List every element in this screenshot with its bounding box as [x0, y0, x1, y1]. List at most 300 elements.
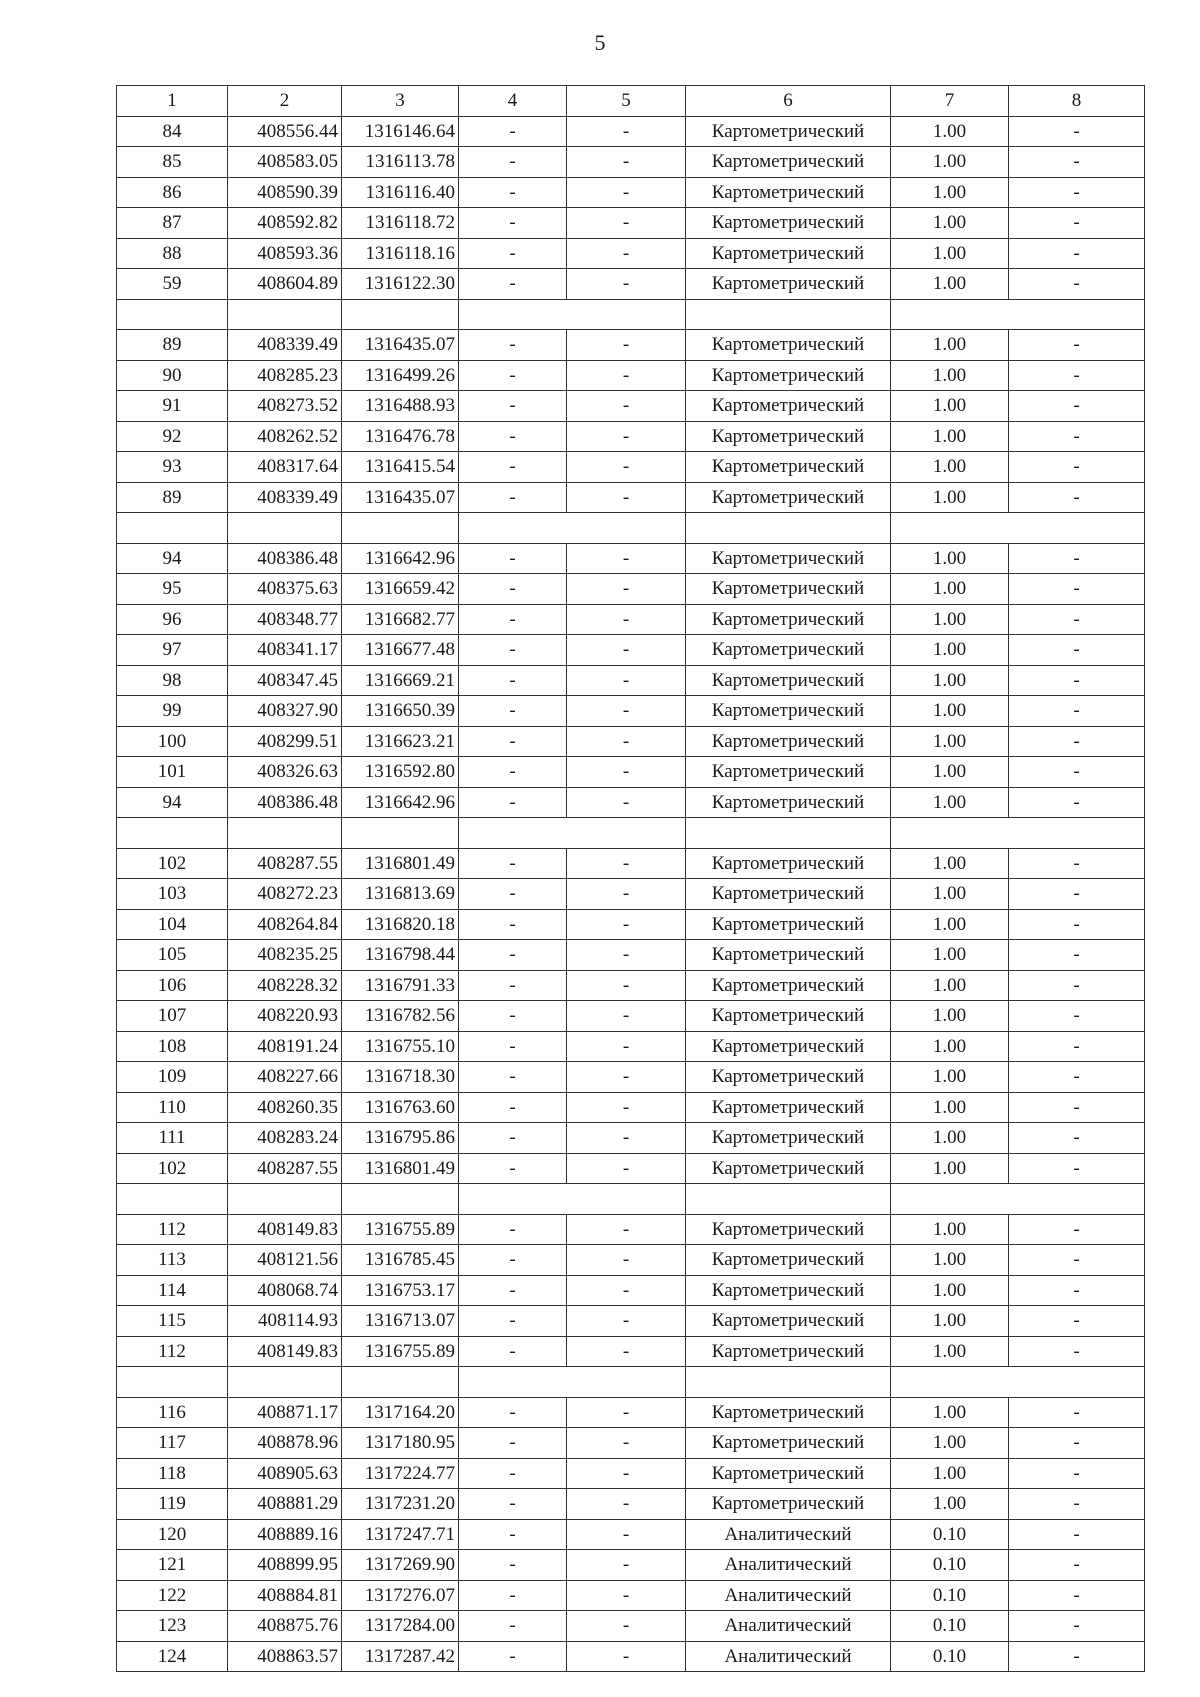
accuracy-cell: 1.00	[891, 238, 1009, 269]
x-coordinate-cell: 408283.24	[228, 1123, 342, 1154]
col-4-cell: -	[459, 1611, 567, 1642]
x-coordinate-cell: 408235.25	[228, 940, 342, 971]
method-cell: Картометрический	[686, 238, 891, 269]
x-coordinate-cell: 408121.56	[228, 1245, 342, 1276]
col-4-cell: -	[459, 1336, 567, 1367]
col-4-cell: -	[459, 635, 567, 666]
col-4-cell: -	[459, 177, 567, 208]
method-cell: Картометрический	[686, 1397, 891, 1428]
method-cell: Картометрический	[686, 1489, 891, 1520]
x-coordinate-cell: 408878.96	[228, 1428, 342, 1459]
col-4-cell: -	[459, 208, 567, 239]
accuracy-cell: 1.00	[891, 269, 1009, 300]
header-cell: 1	[117, 86, 228, 117]
x-coordinate-cell: 408317.64	[228, 452, 342, 483]
point-number-cell: 94	[117, 543, 228, 574]
col-4-cell: -	[459, 1306, 567, 1337]
x-coordinate-cell: 408264.84	[228, 909, 342, 940]
accuracy-cell: 1.00	[891, 604, 1009, 635]
col-4-cell: -	[459, 147, 567, 178]
col-8-cell: -	[1009, 635, 1145, 666]
method-cell: Картометрический	[686, 147, 891, 178]
col-5-cell: -	[567, 1550, 686, 1581]
y-coordinate-cell: 1316801.49	[342, 1153, 459, 1184]
empty-cell	[686, 1184, 891, 1215]
separator-row	[117, 818, 1145, 849]
col-4-cell: -	[459, 1245, 567, 1276]
col-5-cell: -	[567, 330, 686, 361]
col-5-cell: -	[567, 879, 686, 910]
col-8-cell: -	[1009, 574, 1145, 605]
x-coordinate-cell: 408287.55	[228, 848, 342, 879]
table-row	[117, 909, 1145, 940]
x-coordinate-cell: 408285.23	[228, 360, 342, 391]
y-coordinate-cell: 1317287.42	[342, 1641, 459, 1672]
header-row	[117, 86, 1145, 117]
col-5-cell: -	[567, 452, 686, 483]
method-cell: Картометрический	[686, 360, 891, 391]
method-cell: Картометрический	[686, 452, 891, 483]
col-5-cell: -	[567, 177, 686, 208]
y-coordinate-cell: 1316795.86	[342, 1123, 459, 1154]
method-cell: Картометрический	[686, 1306, 891, 1337]
col-5-cell: -	[567, 909, 686, 940]
col-8-cell: -	[1009, 421, 1145, 452]
table-row	[117, 604, 1145, 635]
col-5-cell: -	[567, 635, 686, 666]
point-number-cell: 94	[117, 787, 228, 818]
method-cell: Картометрический	[686, 909, 891, 940]
y-coordinate-cell: 1317164.20	[342, 1397, 459, 1428]
method-cell: Картометрический	[686, 1275, 891, 1306]
point-number-cell: 115	[117, 1306, 228, 1337]
method-cell: Картометрический	[686, 940, 891, 971]
empty-cell	[686, 513, 891, 544]
table-row	[117, 970, 1145, 1001]
col-4-cell: -	[459, 604, 567, 635]
col-8-cell: -	[1009, 1428, 1145, 1459]
col-4-cell: -	[459, 909, 567, 940]
col-8-cell: -	[1009, 1550, 1145, 1581]
point-number-cell: 107	[117, 1001, 228, 1032]
method-cell: Картометрический	[686, 1092, 891, 1123]
point-number-cell: 84	[117, 116, 228, 147]
col-8-cell: -	[1009, 940, 1145, 971]
col-5-cell: -	[567, 604, 686, 635]
table-row	[117, 1123, 1145, 1154]
col-5-cell: -	[567, 391, 686, 422]
header-cell: 7	[891, 86, 1009, 117]
point-number-cell: 98	[117, 665, 228, 696]
col-8-cell: -	[1009, 391, 1145, 422]
table-row	[117, 452, 1145, 483]
method-cell: Аналитический	[686, 1550, 891, 1581]
col-4-cell: -	[459, 696, 567, 727]
col-4-cell: -	[459, 1580, 567, 1611]
empty-cell	[686, 299, 891, 330]
accuracy-cell: 1.00	[891, 848, 1009, 879]
col-4-cell: -	[459, 543, 567, 574]
separator-row	[117, 513, 1145, 544]
empty-cell	[342, 299, 459, 330]
x-coordinate-cell: 408556.44	[228, 116, 342, 147]
accuracy-cell: 1.00	[891, 1062, 1009, 1093]
y-coordinate-cell: 1316623.21	[342, 726, 459, 757]
col-8-cell: -	[1009, 269, 1145, 300]
coordinates-table	[116, 85, 1145, 1672]
point-number-cell: 105	[117, 940, 228, 971]
col-5-cell: -	[567, 147, 686, 178]
table-row	[117, 696, 1145, 727]
col-5-cell: -	[567, 1489, 686, 1520]
x-coordinate-cell: 408273.52	[228, 391, 342, 422]
y-coordinate-cell: 1316435.07	[342, 330, 459, 361]
table-row	[117, 1397, 1145, 1428]
empty-cell	[891, 1367, 1145, 1398]
point-number-cell: 86	[117, 177, 228, 208]
x-coordinate-cell: 408262.52	[228, 421, 342, 452]
table-row	[117, 787, 1145, 818]
empty-cell	[117, 299, 228, 330]
method-cell: Картометрический	[686, 269, 891, 300]
method-cell: Картометрический	[686, 665, 891, 696]
col-5-cell: -	[567, 787, 686, 818]
col-5-cell: -	[567, 482, 686, 513]
col-5-cell: -	[567, 238, 686, 269]
x-coordinate-cell: 408375.63	[228, 574, 342, 605]
point-number-cell: 112	[117, 1214, 228, 1245]
accuracy-cell: 1.00	[891, 1306, 1009, 1337]
col-4-cell: -	[459, 421, 567, 452]
point-number-cell: 111	[117, 1123, 228, 1154]
col-4-cell: -	[459, 726, 567, 757]
table-row	[117, 635, 1145, 666]
x-coordinate-cell: 408114.93	[228, 1306, 342, 1337]
col-4-cell: -	[459, 116, 567, 147]
col-8-cell: -	[1009, 726, 1145, 757]
table-row	[117, 177, 1145, 208]
col-5-cell: -	[567, 1519, 686, 1550]
header-cell: 5	[567, 86, 686, 117]
point-number-cell: 116	[117, 1397, 228, 1428]
accuracy-cell: 1.00	[891, 1153, 1009, 1184]
col-5-cell: -	[567, 940, 686, 971]
method-cell: Картометрический	[686, 604, 891, 635]
y-coordinate-cell: 1316820.18	[342, 909, 459, 940]
col-4-cell: -	[459, 1001, 567, 1032]
point-number-cell: 123	[117, 1611, 228, 1642]
empty-cell	[459, 1184, 686, 1215]
method-cell: Картометрический	[686, 543, 891, 574]
table-row	[117, 1214, 1145, 1245]
col-5-cell: -	[567, 1062, 686, 1093]
col-8-cell: -	[1009, 116, 1145, 147]
empty-cell	[228, 513, 342, 544]
x-coordinate-cell: 408272.23	[228, 879, 342, 910]
x-coordinate-cell: 408260.35	[228, 1092, 342, 1123]
accuracy-cell: 0.10	[891, 1519, 1009, 1550]
accuracy-cell: 1.00	[891, 1336, 1009, 1367]
header-cell: 8	[1009, 86, 1145, 117]
col-8-cell: -	[1009, 696, 1145, 727]
y-coordinate-cell: 1316753.17	[342, 1275, 459, 1306]
accuracy-cell: 1.00	[891, 1428, 1009, 1459]
col-4-cell: -	[459, 1092, 567, 1123]
col-8-cell: -	[1009, 1275, 1145, 1306]
col-8-cell: -	[1009, 1336, 1145, 1367]
point-number-cell: 101	[117, 757, 228, 788]
y-coordinate-cell: 1316755.89	[342, 1336, 459, 1367]
x-coordinate-cell: 408386.48	[228, 543, 342, 574]
empty-cell	[228, 818, 342, 849]
col-4-cell: -	[459, 787, 567, 818]
col-4-cell: -	[459, 1062, 567, 1093]
x-coordinate-cell: 408068.74	[228, 1275, 342, 1306]
x-coordinate-cell: 408871.17	[228, 1397, 342, 1428]
table-row	[117, 208, 1145, 239]
col-4-cell: -	[459, 940, 567, 971]
method-cell: Картометрический	[686, 208, 891, 239]
col-4-cell: -	[459, 1519, 567, 1550]
point-number-cell: 112	[117, 1336, 228, 1367]
y-coordinate-cell: 1316801.49	[342, 848, 459, 879]
y-coordinate-cell: 1316118.72	[342, 208, 459, 239]
accuracy-cell: 1.00	[891, 177, 1009, 208]
method-cell: Картометрический	[686, 879, 891, 910]
accuracy-cell: 1.00	[891, 1031, 1009, 1062]
empty-cell	[891, 299, 1145, 330]
col-5-cell: -	[567, 1214, 686, 1245]
accuracy-cell: 1.00	[891, 696, 1009, 727]
col-8-cell: -	[1009, 238, 1145, 269]
table-row	[117, 1306, 1145, 1337]
method-cell: Аналитический	[686, 1611, 891, 1642]
accuracy-cell: 1.00	[891, 1397, 1009, 1428]
col-4-cell: -	[459, 665, 567, 696]
y-coordinate-cell: 1316718.30	[342, 1062, 459, 1093]
col-4-cell: -	[459, 574, 567, 605]
table-row	[117, 391, 1145, 422]
table-row	[117, 147, 1145, 178]
table-row	[117, 1550, 1145, 1581]
col-8-cell: -	[1009, 757, 1145, 788]
y-coordinate-cell: 1316146.64	[342, 116, 459, 147]
method-cell: Картометрический	[686, 696, 891, 727]
col-8-cell: -	[1009, 330, 1145, 361]
col-4-cell: -	[459, 1641, 567, 1672]
accuracy-cell: 1.00	[891, 726, 1009, 757]
col-5-cell: -	[567, 1397, 686, 1428]
empty-cell	[117, 1367, 228, 1398]
col-5-cell: -	[567, 848, 686, 879]
col-4-cell: -	[459, 269, 567, 300]
col-4-cell: -	[459, 391, 567, 422]
x-coordinate-cell: 408149.83	[228, 1336, 342, 1367]
x-coordinate-cell: 408583.05	[228, 147, 342, 178]
y-coordinate-cell: 1316669.21	[342, 665, 459, 696]
accuracy-cell: 0.10	[891, 1550, 1009, 1581]
empty-cell	[459, 513, 686, 544]
point-number-cell: 102	[117, 848, 228, 879]
x-coordinate-cell: 408899.95	[228, 1550, 342, 1581]
table-row	[117, 482, 1145, 513]
col-5-cell: -	[567, 360, 686, 391]
col-8-cell: -	[1009, 208, 1145, 239]
table-row	[117, 330, 1145, 361]
x-coordinate-cell: 408590.39	[228, 177, 342, 208]
page-number: 5	[594, 30, 606, 55]
x-coordinate-cell: 408905.63	[228, 1458, 342, 1489]
table-row	[117, 1428, 1145, 1459]
x-coordinate-cell: 408347.45	[228, 665, 342, 696]
col-4-cell: -	[459, 360, 567, 391]
point-number-cell: 119	[117, 1489, 228, 1520]
empty-cell	[686, 818, 891, 849]
col-8-cell: -	[1009, 1519, 1145, 1550]
table-row	[117, 1458, 1145, 1489]
empty-cell	[891, 818, 1145, 849]
accuracy-cell: 1.00	[891, 574, 1009, 605]
empty-cell	[459, 299, 686, 330]
table-row	[117, 1519, 1145, 1550]
col-8-cell: -	[1009, 1214, 1145, 1245]
table-row	[117, 1275, 1145, 1306]
table-row	[117, 1001, 1145, 1032]
col-5-cell: -	[567, 269, 686, 300]
y-coordinate-cell: 1316499.26	[342, 360, 459, 391]
col-5-cell: -	[567, 1306, 686, 1337]
method-cell: Картометрический	[686, 787, 891, 818]
empty-cell	[117, 513, 228, 544]
table-row	[117, 1092, 1145, 1123]
x-coordinate-cell: 408348.77	[228, 604, 342, 635]
col-8-cell: -	[1009, 604, 1145, 635]
col-5-cell: -	[567, 1001, 686, 1032]
col-5-cell: -	[567, 1031, 686, 1062]
y-coordinate-cell: 1316642.96	[342, 787, 459, 818]
accuracy-cell: 1.00	[891, 940, 1009, 971]
separator-row	[117, 1184, 1145, 1215]
col-4-cell: -	[459, 452, 567, 483]
col-4-cell: -	[459, 1458, 567, 1489]
col-5-cell: -	[567, 1092, 686, 1123]
accuracy-cell: 1.00	[891, 391, 1009, 422]
y-coordinate-cell: 1316791.33	[342, 970, 459, 1001]
y-coordinate-cell: 1316755.10	[342, 1031, 459, 1062]
x-coordinate-cell: 408386.48	[228, 787, 342, 818]
col-5-cell: -	[567, 1275, 686, 1306]
y-coordinate-cell: 1317231.20	[342, 1489, 459, 1520]
y-coordinate-cell: 1316435.07	[342, 482, 459, 513]
empty-cell	[228, 1367, 342, 1398]
method-cell: Картометрический	[686, 1336, 891, 1367]
col-8-cell: -	[1009, 1153, 1145, 1184]
accuracy-cell: 1.00	[891, 1092, 1009, 1123]
table-row	[117, 1641, 1145, 1672]
accuracy-cell: 1.00	[891, 452, 1009, 483]
empty-cell	[459, 818, 686, 849]
accuracy-cell: 1.00	[891, 879, 1009, 910]
method-cell: Картометрический	[686, 1031, 891, 1062]
col-5-cell: -	[567, 757, 686, 788]
col-8-cell: -	[1009, 177, 1145, 208]
col-4-cell: -	[459, 757, 567, 788]
x-coordinate-cell: 408889.16	[228, 1519, 342, 1550]
col-5-cell: -	[567, 1123, 686, 1154]
table-row	[117, 421, 1145, 452]
method-cell: Картометрический	[686, 391, 891, 422]
col-8-cell: -	[1009, 970, 1145, 1001]
point-number-cell: 124	[117, 1641, 228, 1672]
point-number-cell: 91	[117, 391, 228, 422]
col-5-cell: -	[567, 1428, 686, 1459]
col-5-cell: -	[567, 1611, 686, 1642]
y-coordinate-cell: 1317269.90	[342, 1550, 459, 1581]
col-8-cell: -	[1009, 360, 1145, 391]
empty-cell	[342, 513, 459, 544]
method-cell: Аналитический	[686, 1641, 891, 1672]
col-4-cell: -	[459, 1550, 567, 1581]
col-8-cell: -	[1009, 1397, 1145, 1428]
col-8-cell: -	[1009, 1641, 1145, 1672]
table-row	[117, 574, 1145, 605]
y-coordinate-cell: 1316488.93	[342, 391, 459, 422]
point-number-cell: 88	[117, 238, 228, 269]
accuracy-cell: 1.00	[891, 757, 1009, 788]
accuracy-cell: 1.00	[891, 909, 1009, 940]
empty-cell	[342, 818, 459, 849]
header-cell: 3	[342, 86, 459, 117]
x-coordinate-cell: 408327.90	[228, 696, 342, 727]
col-4-cell: -	[459, 1397, 567, 1428]
point-number-cell: 122	[117, 1580, 228, 1611]
y-coordinate-cell: 1317224.77	[342, 1458, 459, 1489]
point-number-cell: 89	[117, 330, 228, 361]
col-5-cell: -	[567, 1580, 686, 1611]
point-number-cell: 100	[117, 726, 228, 757]
accuracy-cell: 1.00	[891, 1245, 1009, 1276]
table-row	[117, 238, 1145, 269]
x-coordinate-cell: 408884.81	[228, 1580, 342, 1611]
col-5-cell: -	[567, 1153, 686, 1184]
x-coordinate-cell: 408863.57	[228, 1641, 342, 1672]
y-coordinate-cell: 1316592.80	[342, 757, 459, 788]
x-coordinate-cell: 408875.76	[228, 1611, 342, 1642]
empty-cell	[891, 513, 1145, 544]
accuracy-cell: 1.00	[891, 1123, 1009, 1154]
y-coordinate-cell: 1316798.44	[342, 940, 459, 971]
table-row	[117, 116, 1145, 147]
table-row	[117, 543, 1145, 574]
y-coordinate-cell: 1316785.45	[342, 1245, 459, 1276]
accuracy-cell: 1.00	[891, 970, 1009, 1001]
method-cell: Картометрический	[686, 970, 891, 1001]
x-coordinate-cell: 408149.83	[228, 1214, 342, 1245]
point-number-cell: 99	[117, 696, 228, 727]
col-4-cell: -	[459, 1123, 567, 1154]
point-number-cell: 95	[117, 574, 228, 605]
method-cell: Картометрический	[686, 1153, 891, 1184]
col-8-cell: -	[1009, 1123, 1145, 1154]
point-number-cell: 97	[117, 635, 228, 666]
col-8-cell: -	[1009, 1580, 1145, 1611]
point-number-cell: 121	[117, 1550, 228, 1581]
col-8-cell: -	[1009, 1062, 1145, 1093]
y-coordinate-cell: 1316682.77	[342, 604, 459, 635]
col-5-cell: -	[567, 1458, 686, 1489]
table-row	[117, 1153, 1145, 1184]
x-coordinate-cell: 408593.36	[228, 238, 342, 269]
